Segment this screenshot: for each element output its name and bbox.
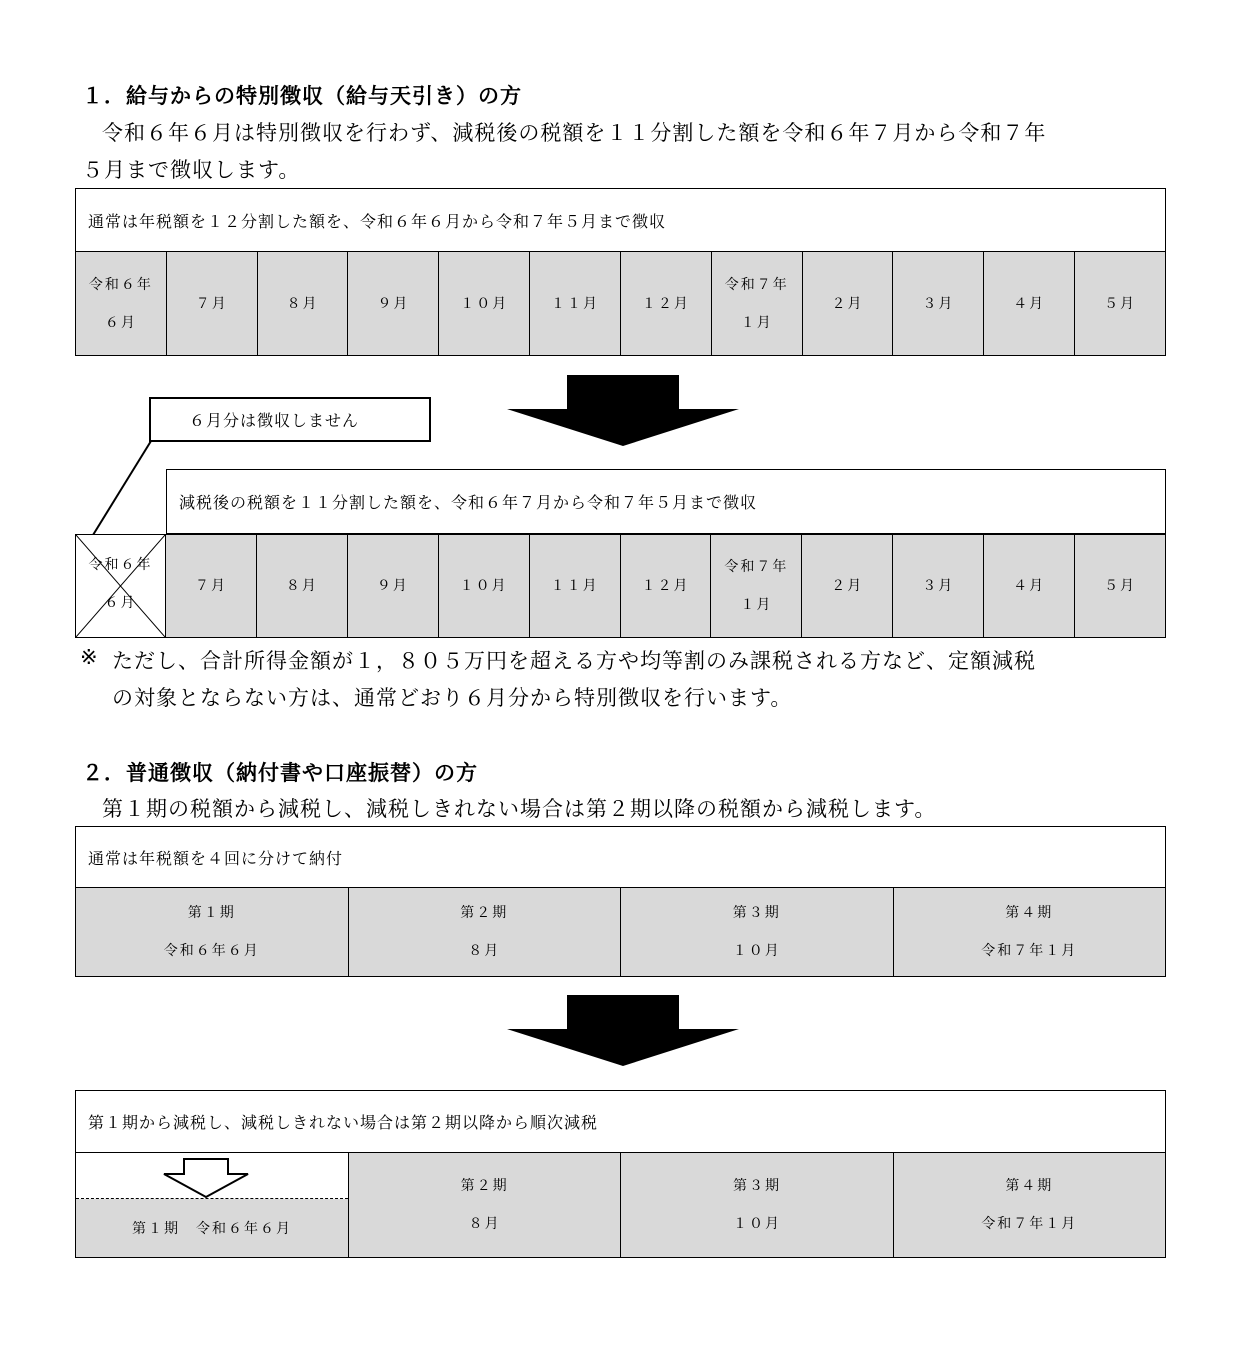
first-period-cell	[75, 1153, 349, 1258]
table2-month-row	[166, 534, 1166, 638]
month-cell-line1: ４月	[1013, 578, 1046, 594]
month-cell-line2: １月	[740, 314, 773, 331]
table1-header-text: 通常は年税額を１２分割した額を、令和６年６月から令和７年５月まで徴収	[88, 211, 667, 231]
month-cell-line1: ８月	[285, 578, 318, 594]
month-cell-line1: ３月	[922, 578, 955, 594]
table2-header	[166, 469, 1166, 534]
month-cell	[166, 535, 257, 637]
down-arrow-icon-2	[505, 995, 741, 1067]
month-cell-line1: １２月	[641, 295, 690, 312]
month-cell	[439, 535, 530, 637]
period-cell-line2: ８月	[468, 1216, 501, 1232]
month-cell	[984, 252, 1075, 355]
period-cell-line1: 第３期	[732, 905, 781, 921]
month-cell	[711, 535, 802, 637]
period-cell-line2: １０月	[732, 943, 781, 959]
crossed-month-cell	[75, 534, 166, 638]
table4-period-row	[348, 1153, 1166, 1258]
first-period-label: 第１期 令和６年６月	[76, 1199, 348, 1257]
month-cell-line1: １０月	[460, 295, 509, 312]
month-cell	[712, 252, 803, 355]
month-cell-line1: ７月	[195, 295, 228, 312]
crossed-month-line2: ６月	[104, 595, 137, 611]
month-cell-line1: ２月	[831, 578, 864, 594]
down-arrow-icon	[505, 375, 741, 447]
month-cell	[1075, 535, 1165, 637]
month-cell-line1: １１月	[550, 578, 599, 594]
period-cell	[76, 888, 349, 976]
month-cell	[258, 252, 349, 355]
month-cell	[893, 252, 984, 355]
period-cell	[349, 1153, 621, 1257]
month-cell-line1: ７月	[194, 578, 227, 594]
note-line1: ただし、合計所得金額が１，８０５万円を超える方や均等割のみ課税される方など、定額減税	[112, 649, 1036, 673]
section2-paragraph: 第１期の税額から減税し、減税しきれない場合は第２期以降の税額から減税します。	[102, 797, 937, 821]
month-cell	[984, 535, 1075, 637]
table1-header	[75, 188, 1166, 252]
period-cell-line2: 令和７年１月	[981, 943, 1078, 959]
month-cell-line1: 令和７年	[724, 276, 789, 293]
period-cell	[894, 888, 1166, 976]
note-mark: ※	[80, 645, 99, 669]
period-cell-line1: 第４期	[1005, 905, 1054, 921]
section1-paragraph-line2: ５月まで徴収します。	[82, 158, 301, 182]
month-cell	[802, 535, 893, 637]
month-cell-line1: ８月	[286, 295, 319, 312]
note-line2: の対象とならない方は、通常どおり６月分から特別徴収を行います。	[112, 686, 793, 710]
month-cell-line1: １２月	[641, 578, 690, 594]
month-cell-line1: ３月	[922, 295, 955, 312]
callout-text: ６月分は徴収しません	[189, 411, 360, 430]
month-cell	[257, 535, 348, 637]
month-cell-line1: １０月	[459, 578, 508, 594]
month-cell	[1075, 252, 1165, 355]
period-cell-line1: 第１期	[187, 905, 236, 921]
month-cell-line1: ５月	[1104, 578, 1137, 594]
table4-header	[75, 1090, 1166, 1153]
month-cell	[621, 535, 712, 637]
period-cell-line1: 第４期	[1005, 1178, 1054, 1194]
table3-header	[75, 826, 1166, 888]
period-cell	[349, 888, 622, 976]
month-cell-line1: 令和６年	[88, 276, 153, 293]
month-cell	[893, 535, 984, 637]
month-cell	[348, 252, 439, 355]
period-cell-line1: 第２期	[460, 905, 509, 921]
crossed-month-line1: 令和６年	[88, 557, 153, 573]
month-cell	[530, 535, 621, 637]
section1-heading: １．給与からの特別徴収（給与天引き）の方	[82, 83, 522, 108]
callout-box	[149, 397, 431, 442]
table1-month-row	[75, 252, 1166, 356]
month-cell-line2: ６月	[104, 314, 137, 331]
month-cell-line1: ２月	[831, 295, 864, 312]
month-cell	[803, 252, 894, 355]
hollow-down-arrow-icon	[162, 1157, 252, 1199]
period-cell-line2: 令和７年１月	[981, 1216, 1078, 1232]
callout-leader-line	[88, 440, 168, 538]
period-cell-line1: 第２期	[460, 1178, 509, 1194]
period-cell	[894, 1153, 1165, 1257]
month-cell	[530, 252, 621, 355]
table3-period-row	[75, 888, 1166, 977]
period-cell-line2: １０月	[732, 1216, 781, 1232]
period-cell-line2: ８月	[468, 943, 501, 959]
table3-header-text: 通常は年税額を４回に分けて納付	[88, 848, 344, 868]
month-cell-line1: ９月	[376, 578, 409, 594]
month-cell-line1: ５月	[1104, 295, 1137, 312]
crossed-month-label	[76, 546, 165, 622]
month-cell-line2: １月	[740, 597, 773, 613]
table4-header-text: 第１期から減税し、減税しきれない場合は第２期以降から順次減税	[88, 1113, 599, 1132]
period-cell	[621, 1153, 893, 1257]
period-cell	[621, 888, 894, 976]
month-cell-line1: １１月	[551, 295, 600, 312]
month-cell	[439, 252, 530, 355]
month-cell	[348, 535, 439, 637]
month-cell	[167, 252, 258, 355]
period-cell-line1: 第３期	[732, 1178, 781, 1194]
month-cell-line1: 令和７年	[724, 559, 789, 575]
period-cell-line2: 令和６年６月	[163, 943, 260, 959]
table2-header-text: 減税後の税額を１１分割した額を、令和６年７月から令和７年５月まで徴収	[179, 493, 758, 512]
month-cell	[76, 252, 167, 355]
month-cell-line1: ４月	[1013, 295, 1046, 312]
section1-paragraph-line1: 令和６年６月は特別徴収を行わず、減税後の税額を１１分割した額を令和６年７月から令和７年	[102, 121, 1047, 145]
month-cell-line1: ９月	[377, 295, 410, 312]
section2-heading: ２．普通徴収（納付書や口座振替）の方	[82, 760, 478, 785]
month-cell	[621, 252, 712, 355]
